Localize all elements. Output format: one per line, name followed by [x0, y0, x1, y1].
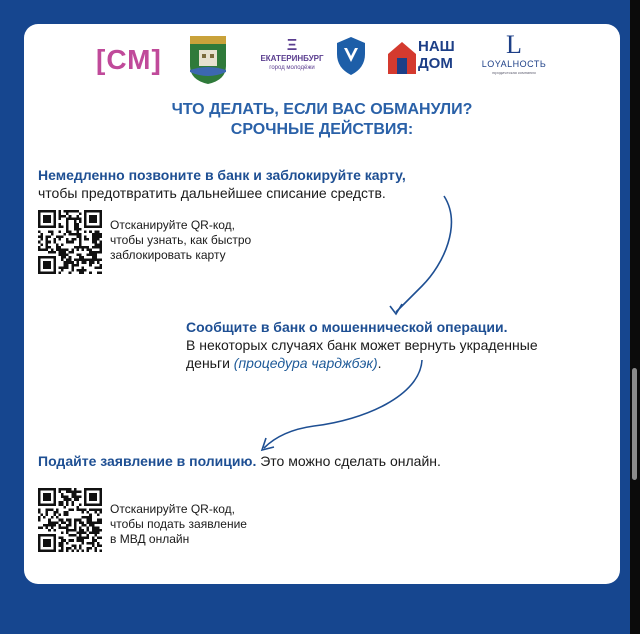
step3-qr-line3: в МВД онлайн: [110, 532, 190, 546]
nash-dom-line1: НАШ: [418, 38, 455, 55]
step1-headline: Немедленно позвоните в банк и заблокируйте карту,: [38, 167, 406, 183]
loyal-mark-icon: L: [506, 30, 522, 59]
step3-qr-line2: чтобы подать заявление: [110, 517, 247, 531]
step2-headline: Сообщите в банк о мошеннической операции.: [186, 319, 508, 335]
step3-headline: Подайте заявление в полицию.: [38, 453, 257, 469]
nash-dom-line2: ДОМ: [418, 55, 453, 72]
title-line2: СРОЧНЫЕ ДЕЙСТВИЯ:: [230, 121, 414, 138]
step2-line2-start: деньги: [186, 355, 234, 371]
step2-line2-end: .: [377, 355, 382, 371]
step1-qr-line3: заблокировать карту: [110, 248, 226, 262]
flow-arrows: [24, 24, 620, 584]
loyal-name: LOYALНОСТЬ: [481, 59, 547, 69]
step1-qr-line1: Отсканируйте QR-код,: [110, 218, 235, 232]
step1-text: чтобы предотвратить дальнейшее списание средств.: [38, 185, 386, 201]
chargeback-note: (процедура чарджбэк): [233, 355, 378, 371]
arrow-step1-to-step2: [396, 196, 451, 312]
arrow-step2-to-step3: [264, 360, 422, 448]
step3-qr-line1: Отсканируйте QR-код,: [110, 502, 235, 516]
loyal-subtitle: юридическая компания: [492, 70, 536, 75]
arrow-head-1-icon: [390, 304, 402, 314]
step3-text: Это можно сделать онлайн.: [256, 453, 441, 469]
title-line1: ЧТО ДЕЛАТЬ, ЕСЛИ ВАС ОБМАНУЛИ?: [171, 101, 473, 118]
scrollbar[interactable]: [630, 0, 640, 634]
scrollbar-thumb[interactable]: [632, 368, 637, 480]
ekb-young-title: ЕКАТЕРИНБУРГ: [260, 54, 324, 63]
sm-logo-text: [СМ]: [96, 44, 162, 75]
ekb-young-subtitle: город молодёжи: [269, 65, 315, 71]
step2-line1: В некоторых случаях банк может вернуть украденные: [186, 337, 538, 353]
info-card: [24, 24, 620, 584]
step1-qr-line2: чтобы узнать, как быстро: [110, 233, 252, 247]
m-mark-icon: Ξ: [286, 37, 298, 54]
